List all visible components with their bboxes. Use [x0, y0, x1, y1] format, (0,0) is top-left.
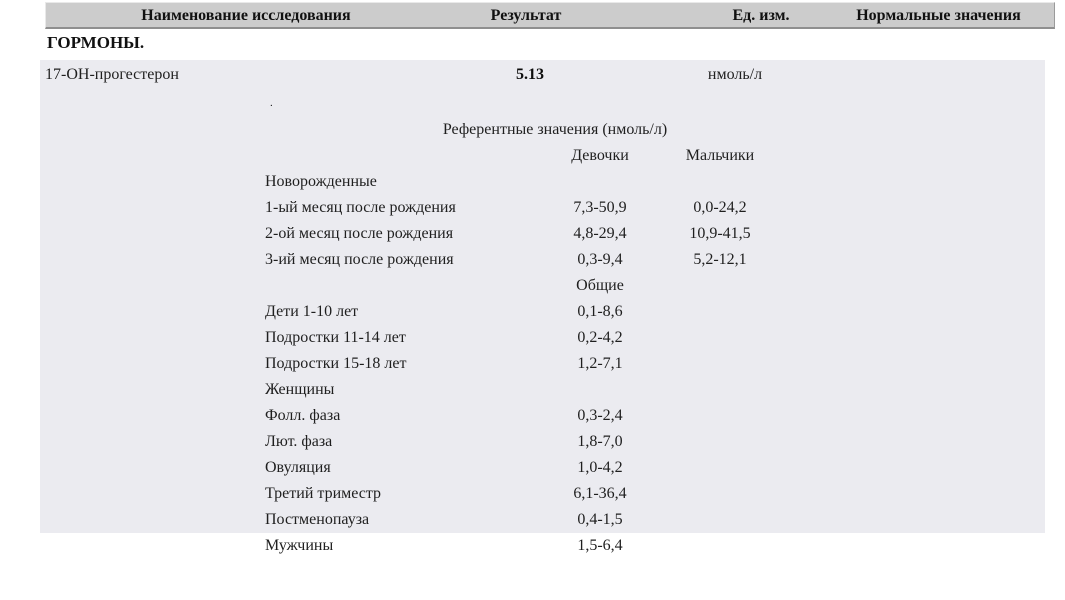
reference-row-value-girls: 1,0-4,2 [577, 459, 623, 476]
reference-row-label: Лют. фаза [265, 433, 333, 450]
column-header-name: Наименование исследования [141, 7, 351, 24]
reference-row-label: Новорожденные [265, 173, 377, 190]
reference-row-value-girls: 6,1-36,4 [573, 485, 627, 502]
result-block [40, 60, 1045, 554]
column-header-units: Ед. изм. [732, 7, 790, 24]
table-header-band [45, 2, 1055, 29]
reference-row-label: 1-ый месяц после рождения [265, 199, 456, 216]
reference-row-label: 3-ий месяц после рождения [265, 251, 454, 268]
reference-row-value-girls: 0,1-8,6 [577, 303, 623, 320]
stray-dot-mark: . [270, 97, 273, 109]
reference-row-value-girls: 0,4-1,5 [577, 511, 623, 528]
reference-row-label: Фолл. фаза [265, 407, 341, 424]
reference-row-value-girls: 0,3-2,4 [577, 407, 623, 424]
reference-row-value-boys: 5,2-12,1 [693, 251, 747, 268]
reference-row-label: Подростки 11-14 лет [265, 329, 406, 346]
reference-row-value-boys: 10,9-41,5 [689, 225, 751, 242]
reference-row-label: Постменопауза [265, 511, 370, 528]
reference-column-boys: Мальчики [685, 147, 755, 164]
section-title-hormones: ГОРМОНЫ. [47, 33, 145, 52]
column-header-result: Результат [490, 7, 562, 24]
analyte-name: 17-ОН-прогестерон [45, 66, 179, 83]
analyte-units: нмоль/л [707, 66, 763, 83]
reference-row-value-boys: 0,0-24,2 [693, 199, 747, 216]
reference-row-label: Третий триместр [265, 485, 382, 502]
reference-row-value-girls: 0,3-9,4 [577, 251, 623, 268]
reference-row-label: Овуляция [265, 459, 331, 476]
reference-row-value-girls: Общие [576, 277, 624, 294]
column-header-normal-values: Нормальные значения [856, 7, 1021, 24]
reference-row-value-girls: 1,5-6,4 [577, 537, 623, 554]
reference-row-value-girls: 1,2-7,1 [577, 355, 623, 372]
reference-row-label: Подростки 15-18 лет [265, 355, 407, 372]
reference-row-label: Мужчины [265, 537, 334, 554]
reference-row-label: 2-ой месяц после рождения [265, 225, 454, 242]
reference-values-title: Референтные значения (нмоль/л) [442, 121, 668, 138]
reference-row-value-girls: 0,2-4,2 [577, 329, 623, 346]
analyte-result-value: 5.13 [516, 66, 544, 83]
reference-column-girls: Девочки [571, 147, 629, 164]
reference-row-label: Дети 1-10 лет [265, 303, 359, 320]
reference-row-label: Женщины [265, 381, 335, 398]
reference-row-value-girls: 4,8-29,4 [573, 225, 627, 242]
reference-row-value-girls: 1,8-7,0 [577, 433, 623, 450]
reference-row-value-girls: 7,3-50,9 [573, 199, 627, 216]
